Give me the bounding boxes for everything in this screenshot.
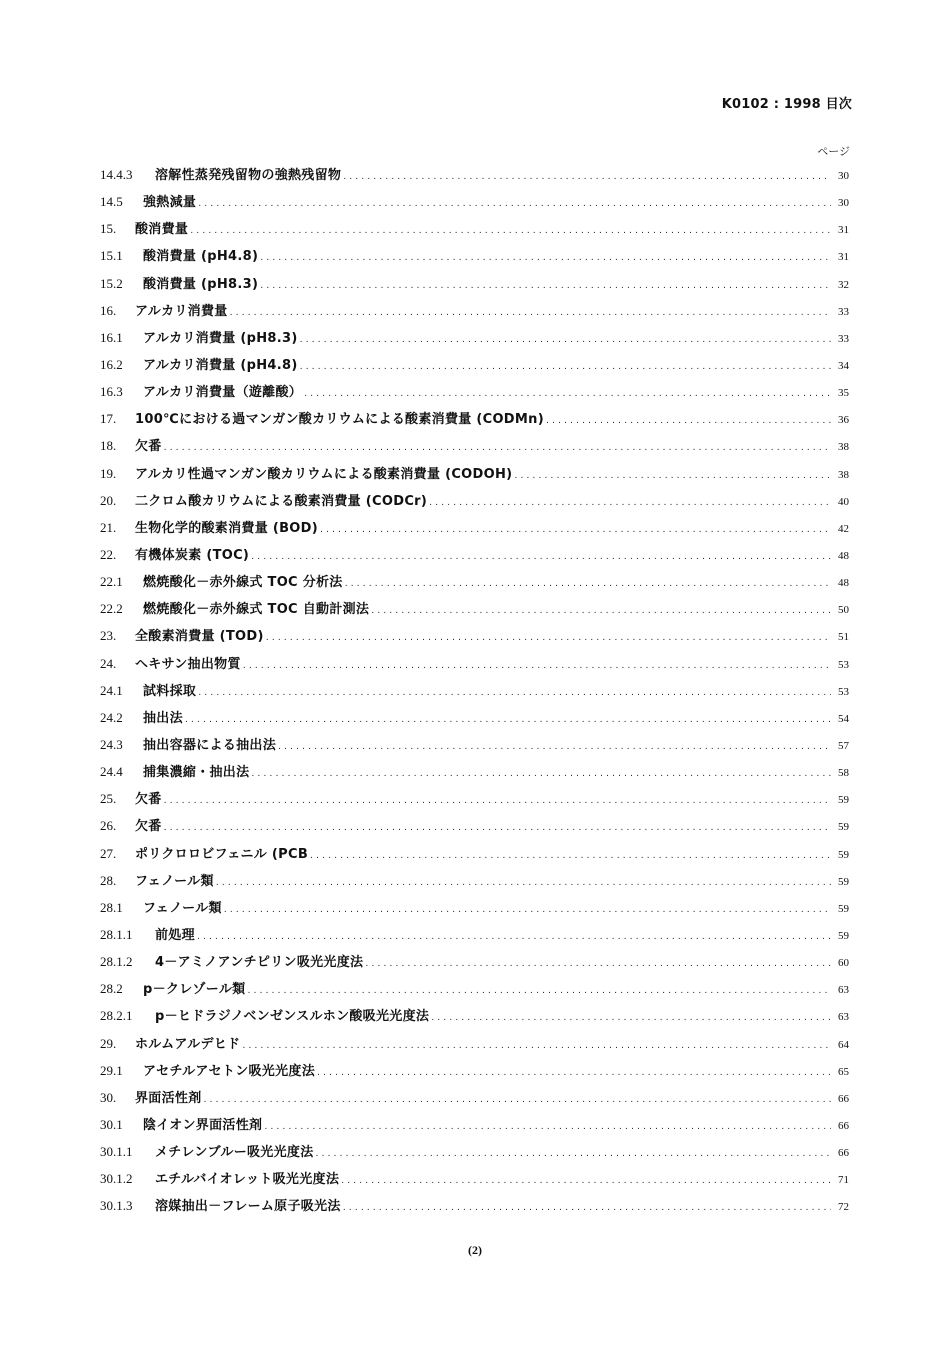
toc-entry-title: p－クレゾール類 [143, 982, 246, 998]
toc-entry-number: 20. [100, 492, 117, 508]
toc-entry-title: アルカリ消費量 (pH8.3) [143, 330, 298, 346]
toc-dot-leader [264, 1114, 831, 1141]
toc-entry-title: 酸消費量 [135, 222, 189, 238]
toc-entry-page: 66 [838, 1119, 849, 1132]
toc-entry-title: 4－アミノアンチピリン吸光光度法 [155, 955, 364, 971]
toc-dot-leader [224, 897, 831, 924]
toc-entry [100, 1192, 849, 1219]
toc-entry-title: アルカリ消費量 [135, 303, 228, 319]
toc-entry-number: 19. [100, 465, 117, 481]
toc-entry [100, 1165, 849, 1192]
toc-entry [100, 215, 849, 242]
toc-entry-page: 59 [838, 929, 849, 942]
toc-entry-page: 59 [838, 794, 849, 807]
toc-entry-title: エチルバイオレット吸光光度法 [155, 1172, 340, 1188]
toc-entry-page: 54 [838, 712, 849, 725]
toc-entry-number: 14.4.3 [100, 167, 133, 182]
toc-entry-number: 24.3 [100, 736, 123, 752]
toc-dot-leader [304, 381, 831, 408]
toc-entry-page: 48 [838, 577, 849, 590]
toc-entry-number: 24. [100, 655, 117, 671]
toc-entry-number: 23. [100, 628, 117, 644]
toc-entry [100, 324, 849, 351]
toc-entry-page: 66 [838, 1092, 849, 1105]
toc-entry-number: 29. [100, 1035, 117, 1051]
toc-entry-page: 50 [838, 604, 849, 617]
toc-entry-title: 有機体炭素 (TOC) [135, 547, 250, 563]
toc-entry-title: 燃焼酸化－赤外線式 TOC 自動計測法 [143, 602, 370, 618]
toc-entry-title: 欠番 [135, 819, 162, 835]
toc-entry [100, 1030, 849, 1057]
toc-entry-page: 42 [838, 522, 849, 535]
toc-entry [100, 188, 849, 215]
toc-entry-title: 酸消費量 (pH4.8) [143, 249, 259, 265]
toc-entry-page: 33 [838, 332, 849, 345]
toc-entry-title: ポリクロロビフェニル (PCB [135, 846, 309, 862]
toc-entry-number: 29.1 [100, 1062, 123, 1078]
toc-entry-page: 66 [838, 1147, 849, 1160]
toc-entry-number: 28. [100, 872, 117, 888]
toc-dot-leader [216, 870, 831, 897]
toc-dot-leader [185, 707, 831, 734]
document-header: K0102 : 1998 目次 [721, 97, 852, 112]
toc-entry-title: 試料採取 [143, 683, 197, 699]
toc-entry-number: 22. [100, 546, 117, 562]
toc-entry [100, 514, 849, 541]
toc-entry-page: 59 [838, 902, 849, 915]
toc-entry-title: p－ヒドラジノベンゼンスルホン酸吸光光度法 [155, 1009, 430, 1025]
toc-entry [100, 1084, 849, 1111]
toc-entry [100, 460, 849, 487]
toc-entry-page: 38 [838, 468, 849, 481]
toc-entry-title: 酸消費量 (pH8.3) [143, 276, 259, 292]
toc-entry-number: 21. [100, 519, 117, 535]
toc-entry-page: 32 [838, 278, 849, 291]
toc-entry-page: 33 [838, 305, 849, 318]
toc-dot-leader [278, 734, 831, 761]
toc-entry-title: 100℃における過マンガン酸カリウムによる酸素消費量 (CODMn) [135, 412, 544, 428]
toc-entry-page: 57 [838, 739, 849, 752]
toc-entry [100, 758, 849, 785]
toc-entry-page: 51 [838, 631, 849, 644]
toc-entry-title: フェノール類 [135, 873, 214, 889]
toc-entry-number: 14.5 [100, 194, 123, 210]
toc-entry-number: 16.3 [100, 384, 123, 400]
toc-entry-page: 38 [838, 441, 849, 454]
toc-dot-leader [300, 327, 831, 354]
toc-entry-number: 28.1 [100, 899, 123, 915]
toc-entry-number: 16.2 [100, 356, 123, 372]
toc-entry [100, 1138, 849, 1165]
page-column-label: ページ [817, 145, 850, 158]
toc-entry-title: 強熱減量 [143, 195, 197, 211]
toc-dot-leader [300, 354, 831, 381]
toc-entry-number: 27. [100, 845, 117, 861]
toc-dot-leader [230, 300, 831, 327]
toc-entry-page: 30 [838, 197, 849, 210]
toc-entry-title: アルカリ消費量 (pH4.8) [143, 357, 298, 373]
toc-entry-page: 53 [838, 685, 849, 698]
toc-entry-number: 24.2 [100, 709, 123, 725]
toc-entry-page: 72 [838, 1201, 849, 1214]
toc-entry [100, 541, 849, 568]
toc-dot-leader [164, 815, 831, 842]
toc-entry-page: 53 [838, 658, 849, 671]
toc-entry [100, 840, 849, 867]
toc-entry-title: 溶媒抽出－フレーム原子吸光法 [155, 1199, 341, 1215]
toc-dot-leader [429, 490, 831, 517]
toc-entry [100, 975, 849, 1002]
toc-entry [100, 405, 849, 432]
toc-entry-number: 30.1.2 [100, 1171, 133, 1187]
toc-dot-leader [345, 571, 831, 598]
toc-dot-leader [204, 1087, 831, 1114]
toc-entry-title: 界面活性剤 [135, 1090, 202, 1106]
toc-entry-number: 30.1.1 [100, 1144, 133, 1160]
toc-entry-title: 捕集濃縮・抽出法 [143, 765, 250, 781]
toc-entry-page: 63 [838, 1011, 849, 1024]
toc-entry-title: 燃焼酸化－赤外線式 TOC 分析法 [143, 575, 343, 591]
toc-dot-leader [317, 1060, 831, 1087]
toc-entry-number: 24.4 [100, 764, 123, 780]
toc-entry-number: 16. [100, 302, 117, 318]
toc-entry-page: 59 [838, 875, 849, 888]
toc-dot-leader [546, 408, 831, 435]
toc-entry-page: 60 [838, 957, 849, 970]
toc-dot-leader [320, 517, 831, 544]
toc-entry-page: 58 [838, 767, 849, 780]
toc-entry-page: 65 [838, 1065, 849, 1078]
toc-entry-page: 63 [838, 984, 849, 997]
toc-entry-number: 28.1.1 [100, 926, 133, 942]
toc-entry-title: ヘキサン抽出物質 [135, 656, 241, 672]
toc-entry-page: 31 [838, 251, 849, 264]
toc-entry [100, 297, 849, 324]
toc-entry [100, 432, 849, 459]
toc-dot-leader [316, 1141, 832, 1168]
toc-dot-leader [197, 924, 831, 951]
toc-entry [100, 894, 849, 921]
toc-dot-leader [247, 978, 831, 1005]
toc-entry [100, 487, 849, 514]
toc-entry-title: 抽出法 [143, 710, 183, 726]
toc-dot-leader [251, 761, 831, 788]
toc-entry-title: 欠番 [135, 792, 162, 808]
toc-entry-number: 30.1.3 [100, 1198, 133, 1214]
toc-entry-number: 28.2.1 [100, 1008, 133, 1024]
toc-dot-leader [243, 653, 831, 680]
page-number: (2) [468, 1243, 482, 1257]
toc-entry [100, 378, 849, 405]
toc-entry-number: 30.1 [100, 1116, 123, 1132]
toc-dot-leader [198, 680, 831, 707]
toc-entry-title: 二クロム酸カリウムによる酸素消費量 (CODCr) [135, 493, 428, 509]
toc-entry [100, 948, 849, 975]
toc-dot-leader [164, 788, 831, 815]
toc-entry-title: ホルムアルデヒド [135, 1036, 241, 1052]
toc-entry [100, 1057, 849, 1084]
toc-entry [100, 677, 849, 704]
toc-entry [100, 270, 849, 297]
table-of-contents [100, 161, 849, 1219]
toc-entry [100, 1002, 849, 1029]
toc-entry [100, 622, 849, 649]
toc-entry [100, 242, 849, 269]
toc-entry [100, 595, 849, 622]
toc-entry [100, 785, 849, 812]
toc-entry-page: 48 [838, 549, 849, 562]
toc-entry [100, 351, 849, 378]
toc-dot-leader [371, 598, 831, 625]
toc-dot-leader [431, 1005, 831, 1032]
toc-entry-number: 17. [100, 411, 117, 427]
toc-entry-number: 22.1 [100, 574, 123, 590]
toc-entry [100, 731, 849, 758]
toc-dot-leader [514, 463, 831, 490]
toc-dot-leader [242, 1033, 831, 1060]
toc-dot-leader [251, 544, 831, 571]
toc-entry-page: 36 [838, 414, 849, 427]
toc-dot-leader [310, 843, 831, 870]
toc-entry-number: 24.1 [100, 682, 123, 698]
toc-dot-leader [190, 218, 831, 245]
toc-entry-page: 64 [838, 1038, 849, 1051]
toc-dot-leader [198, 191, 831, 218]
toc-entry-title: メチレンブルー吸光光度法 [155, 1145, 314, 1161]
toc-entry-title: フェノール類 [143, 900, 222, 916]
toc-entry-page: 30 [838, 170, 849, 182]
toc-entry-page: 59 [838, 821, 849, 834]
toc-entry [100, 1111, 849, 1138]
toc-entry-title: 生物化学的酸素消費量 (BOD) [135, 520, 318, 536]
toc-entry-title: アルカリ消費量（遊離酸） [143, 385, 303, 401]
toc-dot-leader [343, 1195, 831, 1222]
toc-entry-page: 31 [838, 224, 849, 237]
toc-entry-number: 30. [100, 1089, 117, 1105]
toc-entry [100, 161, 849, 188]
toc-entry-number: 15.2 [100, 275, 123, 291]
toc-entry-number: 25. [100, 791, 117, 807]
toc-entry-number: 28.2 [100, 981, 123, 997]
toc-dot-leader [266, 625, 831, 652]
toc-entry-title: 陰イオン界面活性剤 [143, 1117, 263, 1133]
toc-entry-number: 22.2 [100, 601, 123, 617]
toc-entry [100, 704, 849, 731]
toc-dot-leader [260, 273, 831, 300]
toc-entry-page: 40 [838, 495, 849, 508]
toc-entry-number: 28.1.2 [100, 954, 133, 970]
toc-entry-title: 溶解性蒸発残留物の強熱残留物 [155, 168, 342, 183]
toc-entry-title: 抽出容器による抽出法 [143, 737, 277, 753]
toc-entry-title: 欠番 [135, 439, 162, 455]
toc-dot-leader [341, 1168, 831, 1195]
toc-entry [100, 812, 849, 839]
toc-entry-title: 全酸素消費量 (TOD) [135, 629, 264, 645]
toc-entry-title: アルカリ性過マンガン酸カリウムによる酸素消費量 (CODOH) [135, 466, 513, 482]
toc-dot-leader [365, 951, 831, 978]
toc-entry-number: 18. [100, 438, 117, 454]
toc-dot-leader [260, 245, 831, 272]
toc-entry-title: アセチルアセトン吸光光度法 [143, 1063, 315, 1079]
toc-entry-page: 71 [838, 1174, 849, 1187]
toc-entry-number: 26. [100, 818, 117, 834]
toc-entry [100, 921, 849, 948]
toc-entry-number: 16.1 [100, 329, 123, 345]
toc-dot-leader [164, 435, 831, 462]
toc-dot-leader [343, 164, 831, 191]
toc-entry [100, 867, 849, 894]
toc-entry-title: 前処理 [155, 927, 195, 943]
toc-entry-page: 34 [838, 359, 849, 372]
toc-entry-page: 35 [838, 387, 849, 400]
toc-entry [100, 650, 849, 677]
toc-entry-number: 15. [100, 221, 117, 237]
toc-entry [100, 568, 849, 595]
toc-entry-page: 59 [838, 848, 849, 861]
toc-entry-number: 15.1 [100, 248, 123, 264]
